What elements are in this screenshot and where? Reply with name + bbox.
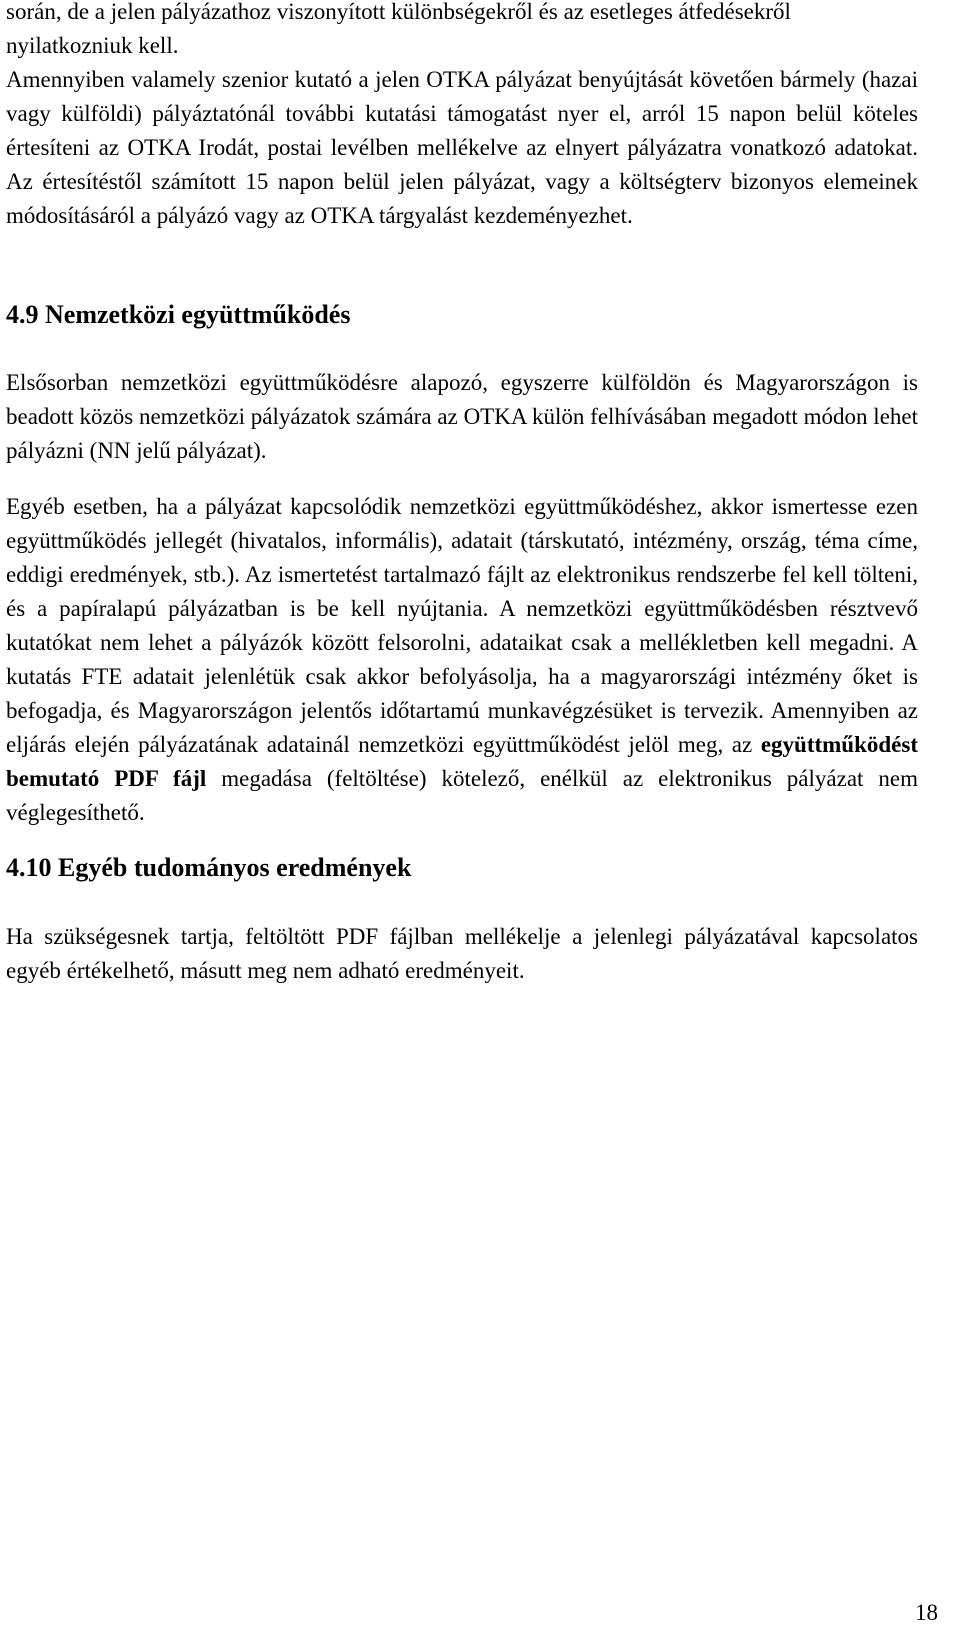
intro-continuation-text: során, de a jelen pályázathoz viszonyított különbségekről és az esetleges átfedésekről nyilatkozniuk kell.: [6, 0, 791, 58]
section-heading-4-9: 4.9 Nemzetközi együttműködés: [6, 300, 351, 329]
page-number: 18: [915, 1600, 938, 1625]
section-4-9-paragraph-2-text-a: Egyéb esetben, ha a pályázat kapcsolódik nemzetközi együttműködéshez, akkor ismertesse ezen együttműködés jellegét (hivatalos, informális), adatait (társkutató, intézmény, ország, téma címe, eddigi eredmények, stb.). Az ismertetést tartalmazó fájlt az elektronikus rendszerbe fel kell tölteni, és a papíralapú pályázatban is be kell nyújtania. A nemzetközi együttműködésben résztvevő kutatókat nem lehet a pályázók között felsorolni, adataikat csak a mellékletben kell megadni. A kutatás FTE adatait jelenlétük csak akkor befolyásolja, ha a magyarországi intézmény őket is befogadja, és Magyarországon jelentős időtartamú munkavégzésüket is tervezik. Amennyiben az eljárás elején pályázatának adatainál nemzetközi együttműködést jelöl meg, az: [6, 494, 918, 757]
section-4-9-paragraph-2-text-b: megadása (feltöltése) kötelező, enélkül az elektronikus pályázat nem véglegesíthető.: [6, 766, 918, 825]
section-4-10-paragraph: Ha szükségesnek tartja, feltöltött PDF fájlban mellékelje a jelenlegi pályázatával kapcsolatos egyéb értékelhető, másutt meg nem adható eredményeit.: [6, 924, 918, 983]
otka-notification-text: Amennyiben valamely szenior kutató a jelen OTKA pályázat benyújtását követően bármely (hazai vagy külföldi) pályáztatónál további kutatási támogatást nyer el, arról 15 napon belül köteles értesíteni az OTKA Irodát, postai levélben mellékelve az elnyert pályázatra vonatkozó adatokat. Az értesítéstől számított 15 napon belül jelen pályázat, vagy a költségterv bizonyos elemeinek módosításáról a pályázó vagy az OTKA tárgyalást kezdeményezhet.: [6, 67, 918, 228]
section-heading-4-10: 4.10 Egyéb tudományos eredmények: [6, 853, 412, 882]
section-4-9-paragraph-1: Elsősorban nemzetközi együttműködésre alapozó, egyszerre külföldön és Magyarországon is beadott közös nemzetközi pályázatok számára az OTKA külön felhívásában megadott módon lehet pályázni (NN jelű pályázat).: [6, 370, 918, 463]
paragraph-otka-notification: [6, 0, 918, 233]
section-4-9-paragraph-2-bold: együttműködést bemutató PDF fájl: [6, 732, 918, 791]
section-4-9-paragraph-2: [6, 490, 918, 830]
